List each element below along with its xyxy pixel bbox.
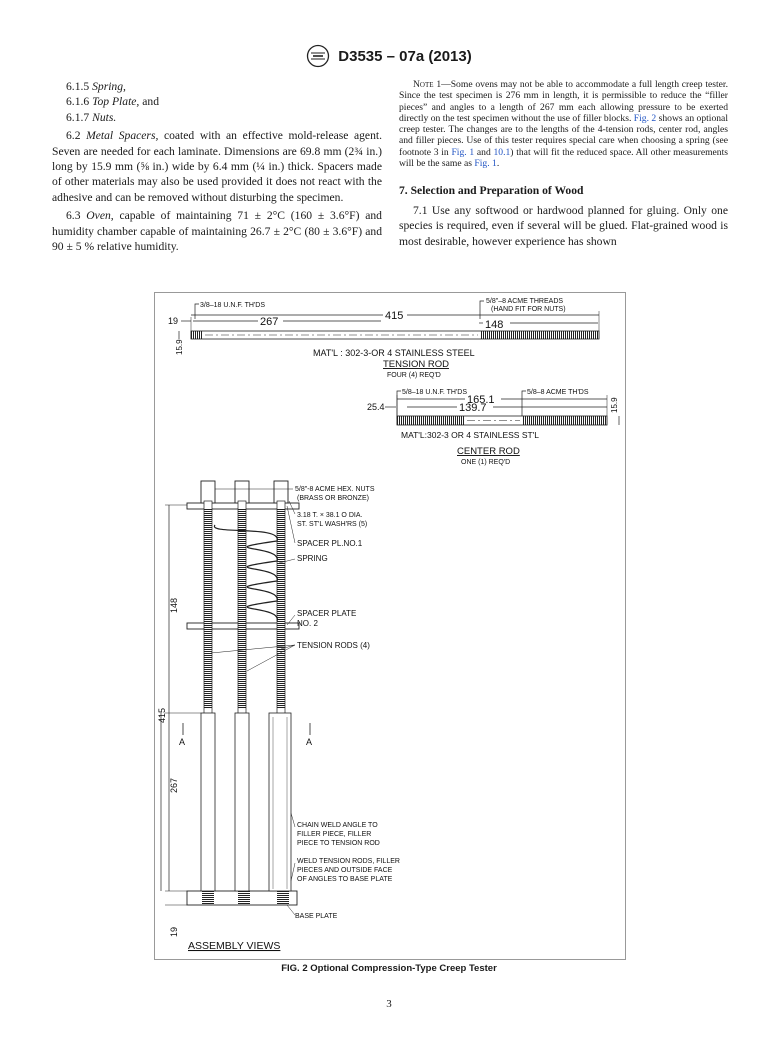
astm-logo-icon [306,44,330,68]
item-6-1-6 [52,94,382,109]
item-conjunction: and [142,95,159,109]
item-number: 6.1.7 [66,110,90,124]
paragraph-6-2 [52,128,382,205]
dim-label: 139.7 [459,402,487,414]
quantity-label: FOUR (4) REQ'D [387,372,441,379]
note-text: ) that will fit the reduced space. All other measurements will be the same as [399,146,728,170]
callout-label: SPACER PLATE [297,609,357,618]
dim-label: 267 [169,777,179,793]
callout-label: BASE PLATE [295,913,338,920]
right-column [399,79,728,249]
callout-label: OF ANGLES TO BASE PLATE [297,876,393,883]
dim-label: 15.9 [175,339,184,355]
note-text: . [496,158,500,170]
callout-label: FILLER PIECE, FILLER [297,831,372,838]
callout-label: CHAIN WELD ANGLE TO [297,822,378,829]
callout-label: ST. ST'L WASH'RS (5) [297,521,368,528]
dim-label: 19 [168,316,179,326]
dim-label: 415 [157,707,167,723]
paragraph-number: 6.3 [66,209,81,223]
callout-label: WELD TENSION RODS, FILLER [297,858,400,865]
paragraph-text: capable of maintaining 71 ± 2°C (160 ± 3.6°F) and humidity chamber capable of maintaining 26.7 ± 2°C (80 ± 3.6°F) and 90 ± 5 % relative humidity. [52,209,382,254]
callout-label: PIECE TO TENSION ROD [297,840,380,847]
dim-label: 148 [169,597,179,613]
thread-label: 5/8–8 ACME TH'DS [527,389,589,396]
callout-label: (BRASS OR BRONZE) [297,495,369,502]
callout-label: NO. 2 [297,619,318,628]
callout-label: 3.18 T. × 38.1 O DIA. [297,512,363,519]
thread-note: (HAND FIT FOR NUTS) [491,306,566,313]
creep-tester-drawing [155,293,625,959]
item-6-1-5 [52,79,382,94]
section-mark: A [306,737,313,747]
material-label: MAT'L : 302-3-OR 4 STAINLESS STEEL [313,348,475,358]
paragraph-6-3 [52,208,382,254]
note-1 [399,79,728,169]
callout-label: PIECES AND OUTSIDE FACE [297,867,393,874]
thread-label: 3/8–18 U.N.F. TH'DS [200,302,266,309]
dim-label: 148 [485,319,504,331]
dim-label: 165.1 [467,394,495,406]
dim-label: 25.4 [367,402,385,412]
note-text: and [476,146,491,158]
page-header [0,44,778,68]
paragraph-number: 6.2 [66,129,81,143]
part-name: TENSION ROD [383,359,449,370]
paragraph-title: Metal Spacers, [86,129,159,143]
item-title: Spring, [92,80,126,93]
dim-label: 267 [260,316,279,328]
paragraph-title: Oven, [86,209,114,223]
paragraph-7-1 [399,203,728,249]
dim-label: 15.9 [610,397,619,413]
section-10-1-link[interactable]: 10.1 [493,146,511,158]
section-7-heading: 7. Selection and Preparation of Wood [399,184,584,198]
assembly-view-drawing [157,481,400,952]
tension-rod-drawing [168,298,599,379]
dim-label: 415 [385,310,404,322]
figure-2-frame [154,292,626,960]
note-text: —Some ovens may not be able to accommodate a full length creep tester. Since the test specimen is 276 mm in length, it is permissible to reduce the “filler pieces” and angles to a length of 267 mm each allowing pressure to be exerted directly on the test specimen without the use of filler blocks. [399,79,728,124]
quantity-label: ONE (1) REQ'D [461,459,511,466]
document-id: D3535 – 07a (2013) [338,47,472,65]
assembly-title: ASSEMBLY VIEWS [188,940,281,952]
paragraph-number: 7.1 [413,203,428,217]
dim-label: 19 [169,926,179,937]
page-number: 3 [386,998,392,1010]
figure-1-link[interactable]: Fig. 1 [474,158,497,170]
item-number: 6.1.6 [66,95,90,109]
note-label: Note 1 [413,79,442,90]
figure-1-link[interactable]: Fig. 1 [451,146,475,158]
thread-label: 5/8"–8 ACME THREADS [486,298,564,305]
paragraph-text: coated with an effective mold-release agent. Seven are needed for each laminate. Dimensions are 69.8 mm (2¾ in.) long by 15.9 mm (⅝ in.) wide by 6.4 mm (¼ in.) thick. Spacers made of other materials may also be used provided it does not react with the adhesive and can be removed without disturbing the specimen. [52,129,382,204]
part-name: CENTER ROD [457,446,520,457]
paragraph-text: Use any softwood or hardwood planned for gluing. Only one species is required, even if several will be glued. Flat-grained wood is most desirable, however experience has shown [399,203,728,248]
material-label: MAT'L:302-3 OR 4 STAINLESS ST'L [401,430,540,440]
figure-2-link[interactable]: Fig. 2 [633,112,657,124]
callout-label: TENSION RODS (4) [297,641,370,650]
left-column [52,79,382,254]
center-rod-drawing [367,389,619,466]
thread-label: 5/8–18 U.N.F. TH'DS [402,389,468,396]
note-text: shows an optional creep tester. The changes are to the lengths of the 4-tension rods, center rod, angles and filler pieces. Use of this tester requires special care when choosing a spring (see footnote 3 in [399,112,728,158]
item-6-1-7 [52,110,382,125]
callout-label: SPRING [297,554,328,563]
item-title: Nuts. [92,110,117,124]
item-title: Top Plate, [92,95,140,109]
callout-label: SPACER PL.NO.1 [297,539,363,548]
item-number: 6.1.5 [66,80,90,93]
section-mark: A [179,737,186,747]
figure-caption: FIG. 2 Optional Compression-Type Creep Tester [281,963,497,974]
callout-label: 5/8"-8 ACME HEX. NUTS [295,486,375,493]
